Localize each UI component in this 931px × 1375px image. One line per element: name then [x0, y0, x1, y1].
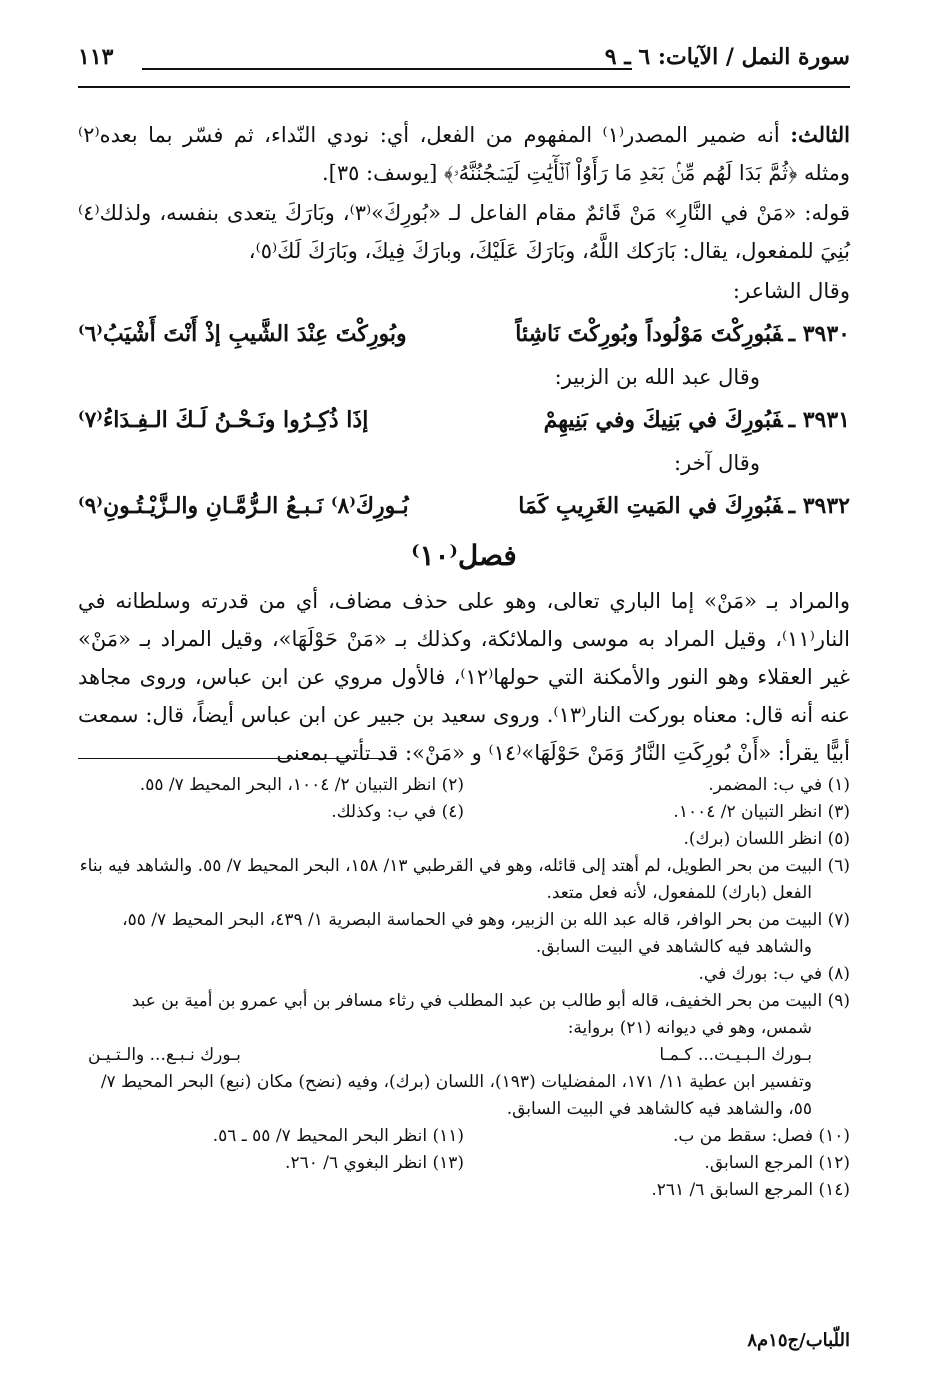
- footnote-row: [78, 1150, 850, 1177]
- paragraph-1: [78, 116, 850, 192]
- footnote-8: (٨) في ب: بورك في.: [698, 964, 850, 984]
- footnote-2: (٢) انظر التبيان ٢/ ١٠٠٤، البحر المحيط ٧/ ٥٥.: [139, 775, 464, 795]
- verse-number: ٣٩٣١ ـ: [788, 407, 850, 433]
- verse-hemistich-1: فَبُورِكْتَ مَوْلُوداً وبُورِكْتَ نَاشِئاً: [515, 321, 783, 347]
- paragraph-3: والمراد بـ «مَنْ» إما الباري تعالى، وهو على حذف مضاف، أي من قدرته وسلطانه في النار⁽١١⁾، وقيل المراد به موسى والملائكة، وكذلك بـ «مَنْ حَوْلَهَا»، وقيل المراد بـ «مَنْ» غير العقلاء وهو النور والأمكنة التي حولها⁽١٢⁾، فالأول مروي عن ابن عباس، وروى مجاهد عنه أنه قال: معناه بوركت النار⁽١٣⁾. وروى سعيد بن جبير عن ابن عباس أيضاً، قال: سمعت أبيًّا يقرأ: «أَنْ بُورِكَتِ النَّارُ وَمَنْ حَوْلَهَا»⁽١٤⁾ و «مَنْ»: قد تأتي بمعنى: [78, 589, 850, 765]
- footnote-9: (٩) البيت من بحر الخفيف، قاله أبو طالب بن عبد المطلب في رثاء مسافر بن أبي عمرو بن أمية بن عبد شمس، وهو في ديوانه (٢١) برواية:: [131, 991, 850, 1038]
- verse-3930: [78, 314, 850, 354]
- verse-3932: [78, 486, 850, 526]
- verse-hemistich-2: إذَا ذُكِـرُوا ونَـحْـنُ لَـكَ الـفِـدَاءُ⁽٧⁾: [78, 407, 369, 433]
- poet-intro-1: وقال الشاعر:: [732, 279, 850, 303]
- footnote-12: (١٢) المرجع السابق.: [704, 1153, 850, 1173]
- signature-mark: اللّباب/ج١٥م٨: [747, 1330, 850, 1351]
- section-heading: فصل⁽١٠⁾: [411, 539, 517, 572]
- footnote-verse-hemistich-2: بـورك نـبـع... والـتـيـن: [88, 1045, 241, 1065]
- footnote-9-verse: [78, 1042, 850, 1069]
- footnote-5: (٥) انظر اللسان (برك).: [683, 829, 850, 849]
- footnote-6: (٦) البيت من بحر الطويل، لم أهتد إلى قائله، وهو في القرطبي ١٣/ ١٥٨، البحر المحيط ٧/ ٥٥. والشاهد فيه بناء الفعل (بارك) للمفعول، لأنه فعل متعد.: [79, 856, 850, 903]
- footnotes: [78, 772, 850, 1204]
- footnote-9-continued: وتفسير ابن عطية ١١/ ١٧١، المفضليات (١٩٣)، اللسان (برك)، وفيه (نضح) مكان (نبع) البحر المحيط ٧/ ٥٥، والشاهد فيه كالشاهد في البيت السابق.: [100, 1072, 812, 1119]
- verse-hemistich-1: فَبُورِكَ في المَيتِ الغَرِيبِ كَمَا: [518, 493, 783, 519]
- footnote-10: (١٠) فصل: سقط من ب.: [672, 1126, 850, 1146]
- header-underline: [78, 86, 850, 88]
- footnote-14: (١٤) المرجع السابق ٦/ ٢٦١.: [651, 1180, 850, 1200]
- verse-hemistich-2: وبُورِكْتَ عِنْدَ الشَّيبِ إذْ أَنْتَ أَشْيَبُ⁽٦⁾: [78, 321, 407, 347]
- main-text: [78, 116, 850, 772]
- verse-3931: [78, 400, 850, 440]
- paragraph-lead: الثالث:: [790, 122, 850, 147]
- verse-hemistich-2: بُـورِكَ⁽٨⁾ نَـبـعُ الـرُّمَّـانِ والـزَّيْـتُـونِ⁽٩⁾: [78, 493, 409, 519]
- page-number: ١١٣: [78, 44, 114, 70]
- verse-hemistich-1: فَبُورِكَ في بَنِيكَ وفي بَنِيهِمْ: [543, 407, 783, 433]
- footnote-7: (٧) البيت من بحر الوافر، قاله عبد الله بن الزبير، وهو في الحماسة البصرية ١/ ٤٣٩، البحر المحيط ٧/ ٥٥، والشاهد فيه كالشاهد في البيت السابق.: [122, 910, 850, 957]
- paragraph-2: قوله: «مَنْ في النَّارِ» مَنْ قَائمٌ مقام الفاعل لـ «بُورِكَ»⁽٣⁾، وبَارَكَ يتعدى بنفسه، ولذلك⁽٤⁾ بُنِيَ للمفعول، يقال: بَارَكك اللَّهُ، وبَارَكَ عَلَيْكَ، وبارَكَ فِيكَ، وبَارَكَ لَكَ⁽٥⁾،: [78, 201, 850, 263]
- verse-number: ٣٩٣٠ ـ: [788, 321, 850, 347]
- footnote-13: (١٣) انظر البغوي ٦/ ٢٦٠.: [285, 1153, 464, 1173]
- footnote-row: [78, 1123, 850, 1150]
- footnote-1: (١) في ب: المضمر.: [708, 775, 850, 795]
- poet-intro-2: وقال عبد الله بن الزبير:: [554, 365, 760, 389]
- footnote-3: (٣) انظر التبيان ٢/ ١٠٠٤.: [673, 802, 850, 822]
- footnote-row: [78, 799, 850, 826]
- footnote-row: [78, 772, 850, 799]
- footnote-verse-hemistich-1: بـورك الـبـيـت... كـمـا: [659, 1045, 812, 1065]
- running-title: سورة النمل / الآيات: ٦ ـ ٩: [604, 44, 850, 70]
- poet-intro-3: وقال آخر:: [674, 451, 760, 475]
- footnote-11: (١١) انظر البحر المحيط ٧/ ٥٥ ـ ٥٦.: [212, 1126, 464, 1146]
- page-header: [78, 40, 850, 88]
- page: [78, 40, 850, 1360]
- verse-number: ٣٩٣٢ ـ: [788, 493, 850, 519]
- footnote-4: (٤) في ب: وكذلك.: [331, 802, 464, 822]
- paragraph-1-text: أنه ضمير المصدر⁽١⁾ المفهوم من الفعل، أي: نودي النّداء، ثم فسّر بما بعده⁽٢⁾ ومثله ﴿ثُمَّ بَدَا لَهُم مِّنۢ بَعۡدِ مَا رَأَوُاْ ٱلۡأٓيَٰتِ لَيَسۡجُنُنَّهُۥ﴾ [يوسف: ٣٥].: [78, 123, 850, 185]
- footnote-separator: [78, 758, 396, 759]
- header-rule: [142, 68, 632, 70]
